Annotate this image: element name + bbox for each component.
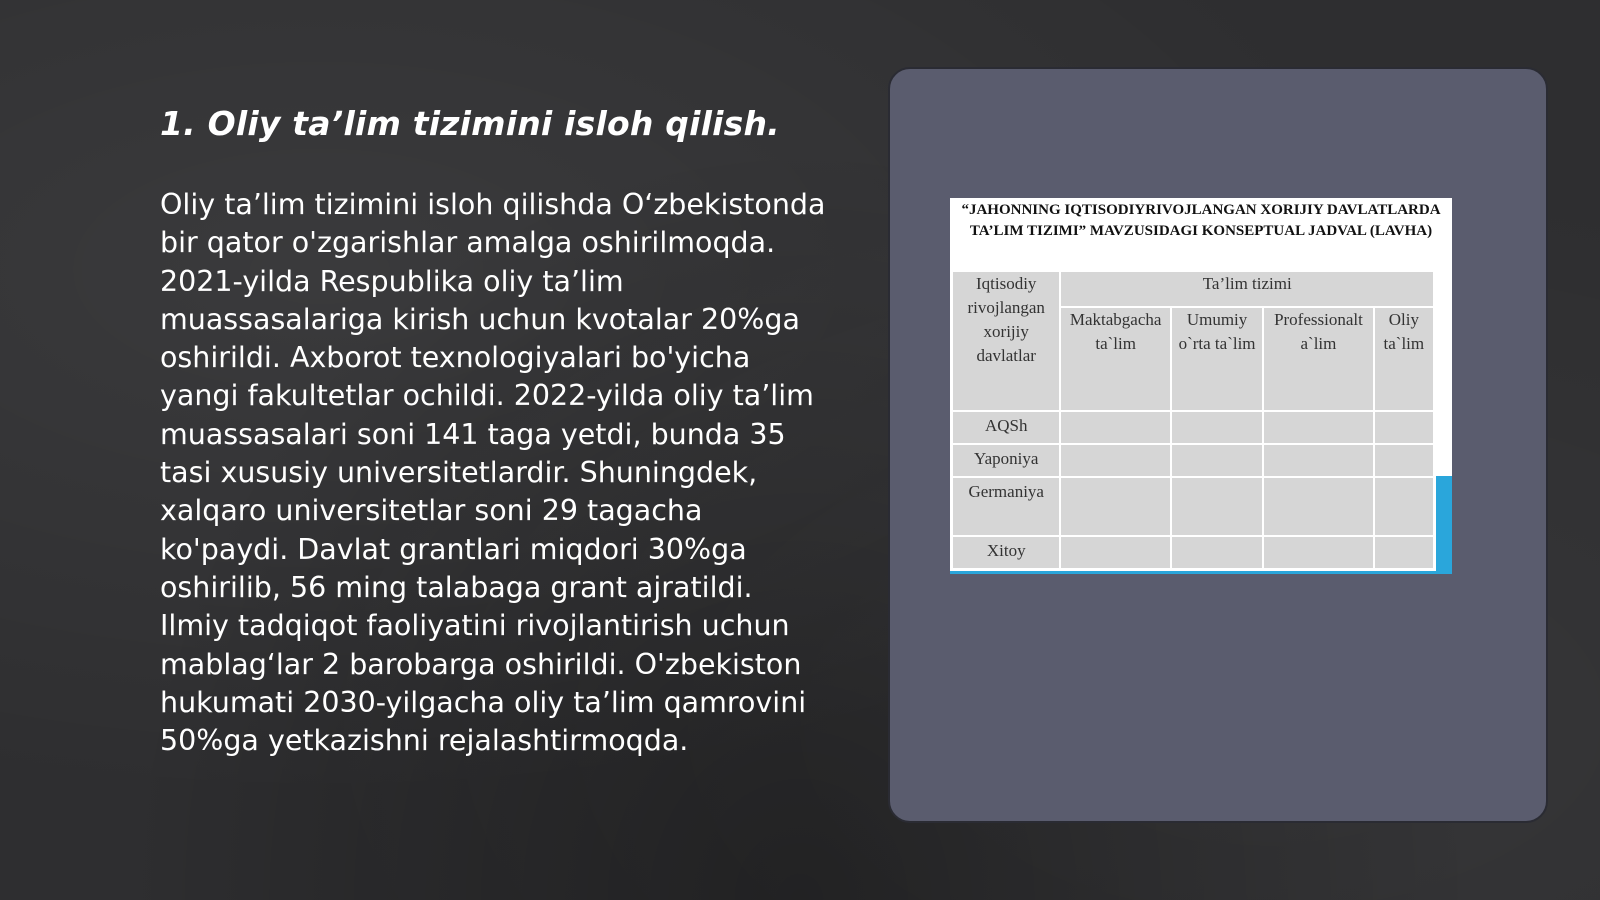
table-cell (1171, 444, 1263, 477)
accent-bar-right (1436, 476, 1452, 574)
slide-body-text: Oliy ta’lim tizimini isloh qilishda O‘zbekistonda bir qator o'zgarishlar amalga oshirilmoqda. 2021-yilda Respublika oliy ta’lim muassasalariga kirish uchun kvotalar 20%ga oshirildi. Axborot texnologiyalari bo'yicha yangi fakultetlar ochildi. 2022-yilda oliy ta’lim muassasalari soni 141 taga yetdi, bunda 35 tasi xususiy universitetlardir. Shuningdek, xalqaro universitetlar soni 29 tagacha ko'paydi. Davlat grantlari miqdori 30%ga oshirilib, 56 ming talabaga grant ajratildi. Ilmiy tadqiqot faoliyatini rivojlantirish uchun mablag‘lar 2 barobarga oshirildi. O'zbekiston hukumati 2030-yilgacha oliy ta’lim qamrovini 50%ga yetkazishni rejalashtirmoqda. (160, 188, 826, 758)
header-group: Ta’lim tizimi (1060, 271, 1434, 307)
table-cell (1171, 536, 1263, 569)
column-header: Oliy ta`lim (1374, 307, 1434, 411)
table-cell (1060, 444, 1170, 477)
table-image (950, 198, 1452, 574)
table-cell (1171, 477, 1263, 536)
table-cell (1060, 477, 1170, 536)
table-cell (1374, 536, 1434, 569)
table-cell (1263, 477, 1373, 536)
table-cell (1263, 411, 1373, 444)
table-cell (1374, 444, 1434, 477)
column-header: Umumiy o`rta ta`lim (1171, 307, 1263, 411)
table-cell (1171, 411, 1263, 444)
row-label: AQSh (952, 411, 1060, 444)
header-countries: Iqtisodiy rivojlangan xorijiy davlatlar (952, 271, 1060, 411)
column-header: Maktabgacha ta`lim (1060, 307, 1170, 411)
table-cell (1263, 444, 1373, 477)
table-cell (1263, 536, 1373, 569)
table-cell (1060, 411, 1170, 444)
table-cell (1060, 536, 1170, 569)
table-row (952, 477, 1434, 536)
column-header: Professionalt a`lim (1263, 307, 1373, 411)
table-row (952, 411, 1434, 444)
accent-bar-bottom (950, 571, 1452, 574)
table-row (952, 444, 1434, 477)
table-cell (1374, 411, 1434, 444)
table-heading: “JAHONNING IQTISODIYRIVOJLANGAN XORIJIY DAVLATLARDA TA’LIM TIZIMI” MAVZUSIDAGI KONSEPTUAL JADVAL (LAVHA) (961, 202, 1441, 239)
slide-title: 1. Oliy ta’lim tizimini isloh qilish. (160, 104, 780, 143)
concept-table (951, 270, 1435, 570)
table-row (952, 536, 1434, 569)
row-label: Xitoy (952, 536, 1060, 569)
row-label: Yaponiya (952, 444, 1060, 477)
table-cell (1374, 477, 1434, 536)
row-label: Germaniya (952, 477, 1060, 536)
